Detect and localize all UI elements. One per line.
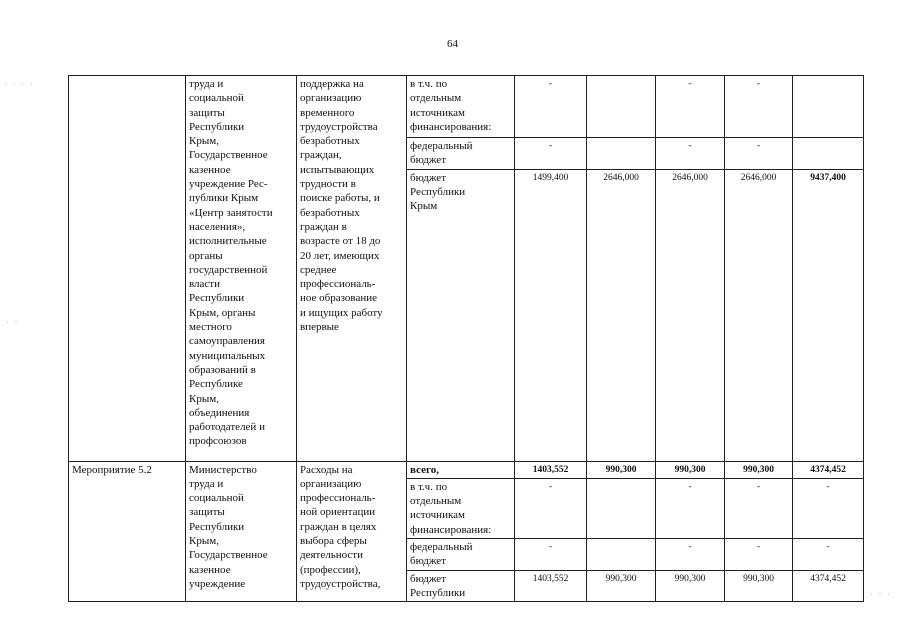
- value-cell: 990,300: [656, 461, 725, 478]
- financing-table: [68, 75, 864, 602]
- value-cell: 1403,552: [515, 570, 587, 602]
- value-cell: 990,300: [587, 570, 656, 602]
- value-cell: -: [515, 478, 587, 538]
- value-cell: 9437,400: [793, 169, 864, 461]
- event-cell: [69, 76, 186, 462]
- table-row: [69, 461, 864, 478]
- value-cell: -: [725, 138, 793, 170]
- value-cell: 4374,452: [793, 570, 864, 602]
- table-row: [69, 76, 864, 138]
- value-cell: -: [793, 478, 864, 538]
- description-cell: Расходы на организацию профессиональ- ной ориентации граждан в целях выбора сферы деятельности (профессии), трудоустройства,: [297, 461, 407, 602]
- source-label: всего,: [407, 461, 515, 478]
- value-cell: 990,300: [725, 570, 793, 602]
- value-cell: -: [793, 539, 864, 571]
- value-cell: 2646,000: [656, 169, 725, 461]
- value-cell: [793, 76, 864, 138]
- value-cell: 1499,400: [515, 169, 587, 461]
- value-cell: -: [656, 76, 725, 138]
- value-cell: 1403,552: [515, 461, 587, 478]
- source-label: федеральный бюджет: [407, 138, 515, 170]
- value-cell: 2646,000: [587, 169, 656, 461]
- source-label: бюджет Республики: [407, 570, 515, 602]
- value-cell: [587, 478, 656, 538]
- page-number: 64: [447, 38, 458, 50]
- responsible-cell: труда и социальной защиты Республики Крым, Государственное казенное учреждение Рес- публики Крым «Центр занятости населения», исполнительные органы государственной власти Республики Крым, органы местного самоуправления муниципальных образований в Республике Крым, объединения работодателей и профсоюзов: [186, 76, 297, 462]
- value-cell: -: [725, 539, 793, 571]
- value-cell: 990,300: [656, 570, 725, 602]
- value-cell: -: [656, 478, 725, 538]
- value-cell: [587, 539, 656, 571]
- value-cell: 990,300: [725, 461, 793, 478]
- description-cell: поддержка на организацию временного трудоустройства безработных граждан, испытывающих трудности в поиске работы, и безработных граждан в возрасте от 18 до 20 лет, имеющих среднее профессиональ- ное образование и ищущих работу впервые: [297, 76, 407, 462]
- value-cell: [793, 138, 864, 170]
- value-cell: -: [515, 539, 587, 571]
- source-label: бюджет Республики Крым: [407, 169, 515, 461]
- value-cell: 990,300: [587, 461, 656, 478]
- value-cell: -: [656, 138, 725, 170]
- value-cell: -: [725, 478, 793, 538]
- value-cell: -: [656, 539, 725, 571]
- source-label: в т.ч. по отдельным источникам финансирования:: [407, 76, 515, 138]
- responsible-cell: Министерство труда и социальной защиты Республики Крым, Государственное казенное учреждение: [186, 461, 297, 602]
- event-cell: Мероприятие 5.2: [69, 461, 186, 602]
- source-label: в т.ч. по отдельным источникам финансирования:: [407, 478, 515, 538]
- value-cell: 2646,000: [725, 169, 793, 461]
- value-cell: 4374,452: [793, 461, 864, 478]
- source-label: федеральный бюджет: [407, 539, 515, 571]
- value-cell: [587, 76, 656, 138]
- value-cell: -: [515, 138, 587, 170]
- value-cell: [587, 138, 656, 170]
- value-cell: -: [725, 76, 793, 138]
- value-cell: -: [515, 76, 587, 138]
